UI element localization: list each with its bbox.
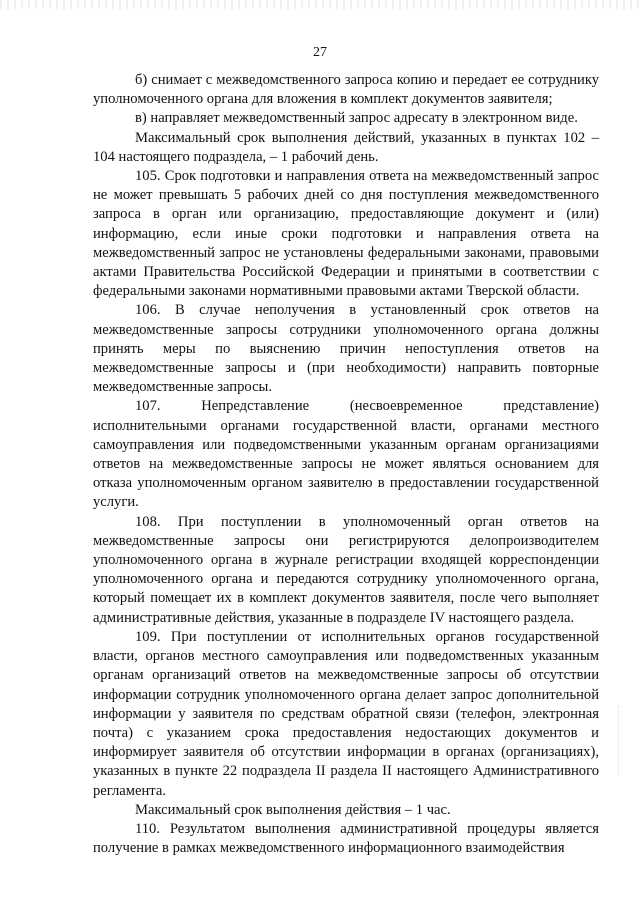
- document-body: [93, 71, 599, 858]
- paragraph-item-b: б) снимает с межведомственного запроса копию и передает ее сотруднику уполномоченного органа для вложения в комплект документов заявителя;: [93, 72, 599, 108]
- paragraph-105: 105. Срок подготовки и направления ответа на межведомственный запрос не может превышать 5 рабочих дней со дня поступления межведомственного запроса в орган или организацию, предоставляющие документ и (или) информацию, если иные сроки подготовки и направления ответа на межведомственный запрос не установлены федеральными законами, правовыми актами Правительства Российской Федерации и принятыми в соответствии с федеральными законами нормативными правовыми актами Тверской области.: [93, 168, 599, 300]
- page-number: 27: [313, 45, 327, 60]
- paragraph-107: 107. Непредставление (несвоевременное представление) исполнительными органами государственной власти, органами местного самоуправления или подведомственными указанным органам организациями ответов на межведомственные запросы не может являться основанием для отказа уполномоченным органом заявителю в предоставлении государственной услуги.: [93, 398, 599, 511]
- paragraph-deadline-1-hour: Максимальный срок выполнения действия – 1 час.: [135, 801, 451, 818]
- paragraph-item-v: в) направляет межведомственный запрос адресату в электронном виде.: [135, 110, 578, 127]
- paragraph-106: 106. В случае неполучения в установленный срок ответов на межведомственные запросы сотрудники уполномоченного органа должны принять меры по выяснению причин непоступления ответов на межведомственные запросы и (при необходимости) направить повторные межведомственные запросы.: [93, 302, 599, 396]
- scan-artifact-strip: [0, 0, 640, 9]
- scan-margin-mark: [618, 706, 631, 776]
- paragraph-deadline-102-104: Максимальный срок выполнения действий, указанных в пунктах 102 – 104 настоящего подраздела, – 1 рабочий день.: [93, 129, 599, 165]
- paragraph-110: 110. Результатом выполнения административной процедуры является получение в рамках межведомственного информационного взаимодействия: [93, 820, 599, 857]
- paragraph-109: 109. При поступлении от исполнительных органов государственной власти, органов местного самоуправления или подведомственных указанным органам организаций ответов на межведомственные запросы об отсутствии информации сотрудник уполномоченного органа делает запрос дополнительной информации у заявителя по средствам обратной связи (телефон, электронная почта) с указанием срока предоставления недостающих документов и информирует заявителя об отсутствии информации в органах (организациях), указанных в пункте 22 подраздела II раздела II настоящего Административного регламента.: [93, 628, 599, 799]
- paragraph-108: 108. При поступлении в уполномоченный орган ответов на межведомственные запросы они регистрируются делопроизводителем уполномоченного органа в журнале регистрации входящей корреспонденции уполномоченного органа и передаются сотруднику уполномоченного органа, который помещает их в комплект документов заявителя, после чего выполняет административные действия, указанные в подразделе IV настоящего раздела.: [93, 513, 599, 626]
